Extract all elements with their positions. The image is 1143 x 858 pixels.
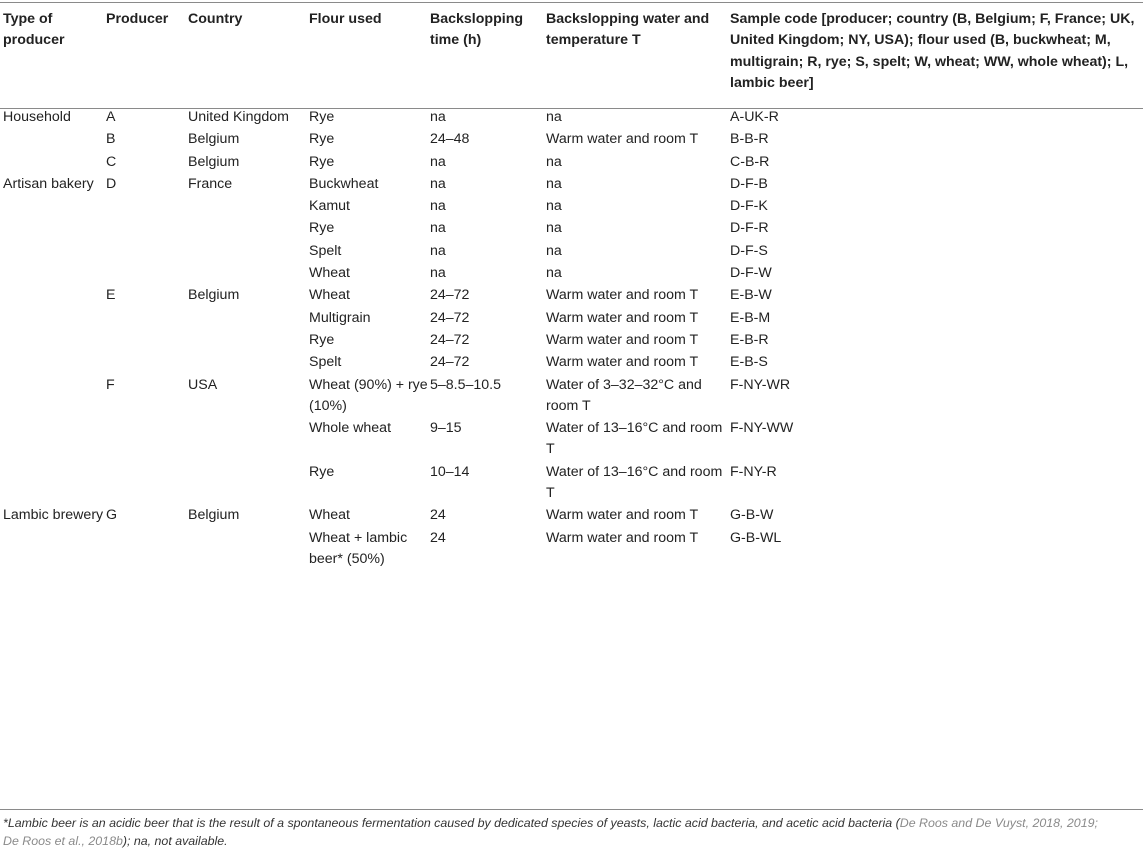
cell-producer xyxy=(106,351,188,373)
cell-country: Belgium xyxy=(188,507,240,524)
table-row xyxy=(0,417,1143,461)
cell-time: na xyxy=(430,198,446,215)
table-row xyxy=(0,217,1143,239)
cell-type xyxy=(0,329,106,351)
cell-water: Warm water and room T xyxy=(546,507,699,524)
cell-type xyxy=(0,240,106,262)
header-backslopping-water: Backslopping water and temperature T xyxy=(546,11,710,49)
cell-water: Warm water and room T xyxy=(546,529,699,546)
cell-time: 24 xyxy=(430,529,446,546)
cell-time: na xyxy=(430,175,446,192)
cell-flour: Spelt xyxy=(309,242,342,259)
table-row xyxy=(0,195,1143,217)
cell-country xyxy=(188,217,309,239)
cell-sample-code: F-NY-R xyxy=(730,463,777,480)
cell-type xyxy=(0,217,106,239)
cell-water: Warm water and room T xyxy=(546,331,699,348)
cell-producer xyxy=(106,527,188,571)
cell-flour: Buckwheat xyxy=(309,175,379,192)
cell-flour: Kamut xyxy=(309,198,351,215)
cell-water: Warm water and room T xyxy=(546,287,699,304)
cell-country: Belgium xyxy=(188,131,240,148)
footnote-text-after: ); na, not available. xyxy=(122,833,228,848)
cell-water: Water of 3–32–32°C and room T xyxy=(546,376,702,414)
cell-type xyxy=(0,351,106,373)
cell-sample-code: E-B-S xyxy=(730,354,768,371)
cell-country xyxy=(188,329,309,351)
cell-country xyxy=(188,262,309,284)
cell-time: 5–8.5–10.5 xyxy=(430,376,502,393)
cell-country xyxy=(188,351,309,373)
table-row xyxy=(0,284,1143,306)
cell-flour: Wheat xyxy=(309,507,351,524)
cell-flour: Wheat (90%) + rye (10%) xyxy=(309,376,428,414)
cell-sample-code: E-B-R xyxy=(730,331,769,348)
cell-type: Artisan bakery xyxy=(3,175,94,192)
cell-sample-code: C-B-R xyxy=(730,153,770,170)
cell-water: na xyxy=(546,242,562,259)
cell-flour: Wheat + lambic beer* (50%) xyxy=(309,529,408,567)
cell-flour: Rye xyxy=(309,331,335,348)
table-footnote xyxy=(3,815,1113,850)
table-row xyxy=(0,307,1143,329)
cell-time: 9–15 xyxy=(430,420,462,437)
cell-country: Belgium xyxy=(188,153,240,170)
cell-water: Warm water and room T xyxy=(546,131,699,148)
table-row xyxy=(0,527,1143,571)
cell-producer xyxy=(106,262,188,284)
top-rule xyxy=(0,2,1143,3)
header-flour-used: Flour used xyxy=(309,11,382,27)
cell-time: 24–72 xyxy=(430,309,470,326)
table-row xyxy=(0,461,1143,505)
cell-producer xyxy=(106,240,188,262)
cell-time: na xyxy=(430,265,446,282)
header-country: Country xyxy=(188,11,243,27)
cell-producer xyxy=(106,217,188,239)
cell-flour: Wheat xyxy=(309,287,351,304)
cell-sample-code: A-UK-R xyxy=(730,109,779,125)
cell-water: na xyxy=(546,175,562,192)
cell-sample-code: D-F-K xyxy=(730,198,768,215)
cell-sample-code: D-F-R xyxy=(730,220,769,237)
cell-producer: F xyxy=(106,376,115,393)
cell-type xyxy=(0,128,106,150)
header-sample-code: Sample code [producer; country (B, Belgium; F, France; UK, United Kingdom; NY, USA); flour used (B, buckwheat; M, multigrain; R, rye; S, spelt; W, wheat; WW, whole wheat); L, lambic beer] xyxy=(730,11,1135,91)
footnote-references: De Roos and De Vuyst, 2018, 2019; De Roos et al., 2018b xyxy=(3,816,1098,848)
cell-sample-code: E-B-M xyxy=(730,309,771,326)
cell-flour: Whole wheat xyxy=(309,420,392,437)
cell-producer: E xyxy=(106,287,116,304)
producers-table xyxy=(0,6,1143,570)
cell-producer: C xyxy=(106,153,117,170)
cell-sample-code: D-F-S xyxy=(730,242,768,259)
cell-sample-code: D-F-B xyxy=(730,175,768,192)
cell-type xyxy=(0,284,106,306)
table-row xyxy=(0,151,1143,173)
cell-country: France xyxy=(188,175,233,192)
cell-time: 24–72 xyxy=(430,354,470,371)
cell-time: na xyxy=(430,220,446,237)
header-row xyxy=(0,6,1143,106)
table-row xyxy=(0,351,1143,373)
cell-producer: G xyxy=(106,507,118,524)
cell-water: na xyxy=(546,109,562,125)
header-producer: Producer xyxy=(106,11,169,27)
cell-sample-code: G-B-WL xyxy=(730,529,782,546)
cell-water: Warm water and room T xyxy=(546,309,699,326)
cell-flour: Rye xyxy=(309,131,335,148)
cell-water: na xyxy=(546,153,562,170)
cell-water: Warm water and room T xyxy=(546,354,699,371)
cell-country xyxy=(188,527,309,571)
cell-time: na xyxy=(430,109,446,125)
cell-producer: A xyxy=(106,109,116,125)
cell-type xyxy=(0,151,106,173)
cell-producer xyxy=(106,195,188,217)
cell-type xyxy=(0,195,106,217)
table-row xyxy=(0,262,1143,284)
table-row xyxy=(0,240,1143,262)
cell-country xyxy=(188,195,309,217)
cell-flour: Rye xyxy=(309,109,335,125)
cell-time: 10–14 xyxy=(430,463,470,480)
cell-country: USA xyxy=(188,376,218,393)
cell-time: 24–72 xyxy=(430,331,470,348)
cell-water: Water of 13–16°C and room T xyxy=(546,463,723,502)
table-body xyxy=(0,106,1143,570)
cell-time: 24–72 xyxy=(430,287,470,304)
cell-type: Lambic brewery xyxy=(3,507,104,524)
cell-time: na xyxy=(430,153,446,170)
cell-producer xyxy=(106,329,188,351)
cell-time: na xyxy=(430,242,446,259)
cell-time: 24 xyxy=(430,507,446,524)
cell-type: Household xyxy=(3,109,71,125)
cell-sample-code: F-NY-WR xyxy=(730,376,791,393)
cell-sample-code: F-NY-WW xyxy=(730,420,794,437)
cell-flour: Wheat xyxy=(309,265,351,282)
table-row xyxy=(0,504,1143,526)
cell-type xyxy=(0,417,106,461)
cell-producer: D xyxy=(106,175,117,192)
cell-sample-code: E-B-W xyxy=(730,287,772,304)
cell-type xyxy=(0,307,106,329)
cell-time: 24–48 xyxy=(430,131,470,148)
cell-type xyxy=(0,374,106,418)
cell-producer xyxy=(106,307,188,329)
cell-country: United Kingdom xyxy=(188,109,289,125)
cell-flour: Multigrain xyxy=(309,309,371,326)
cell-country xyxy=(188,240,309,262)
cell-flour: Rye xyxy=(309,153,335,170)
cell-country xyxy=(188,307,309,329)
cell-sample-code: G-B-W xyxy=(730,507,774,524)
cell-producer: B xyxy=(106,131,116,148)
cell-country xyxy=(188,461,309,505)
bottom-rule xyxy=(0,809,1143,810)
cell-producer xyxy=(106,417,188,461)
cell-flour: Spelt xyxy=(309,354,342,371)
cell-water: na xyxy=(546,265,562,282)
cell-water: na xyxy=(546,198,562,215)
footnote-text-before: *Lambic beer is an acidic beer that is the result of a spontaneous fermentation caused by dedicated species of yeasts, lactic acid bacteria, and acetic acid bacteria ( xyxy=(3,816,900,830)
cell-sample-code: D-F-W xyxy=(730,265,772,282)
table-row xyxy=(0,374,1143,418)
cell-country xyxy=(188,417,309,461)
cell-type xyxy=(0,461,106,505)
table-row xyxy=(0,329,1143,351)
table-row xyxy=(0,128,1143,150)
cell-flour: Rye xyxy=(309,220,335,237)
table-row xyxy=(0,106,1143,128)
header-type-of-producer: Type of producer xyxy=(3,11,65,49)
cell-type xyxy=(0,527,106,571)
header-backslopping-time: Backslopping time (h) xyxy=(430,11,524,49)
cell-water: na xyxy=(546,220,562,237)
cell-water: Water of 13–16°C and room T xyxy=(546,420,723,458)
cell-country: Belgium xyxy=(188,287,240,304)
cell-sample-code: B-B-R xyxy=(730,131,769,148)
cell-flour: Rye xyxy=(309,463,335,480)
table-row xyxy=(0,173,1143,195)
cell-producer xyxy=(106,461,188,505)
cell-type xyxy=(0,262,106,284)
